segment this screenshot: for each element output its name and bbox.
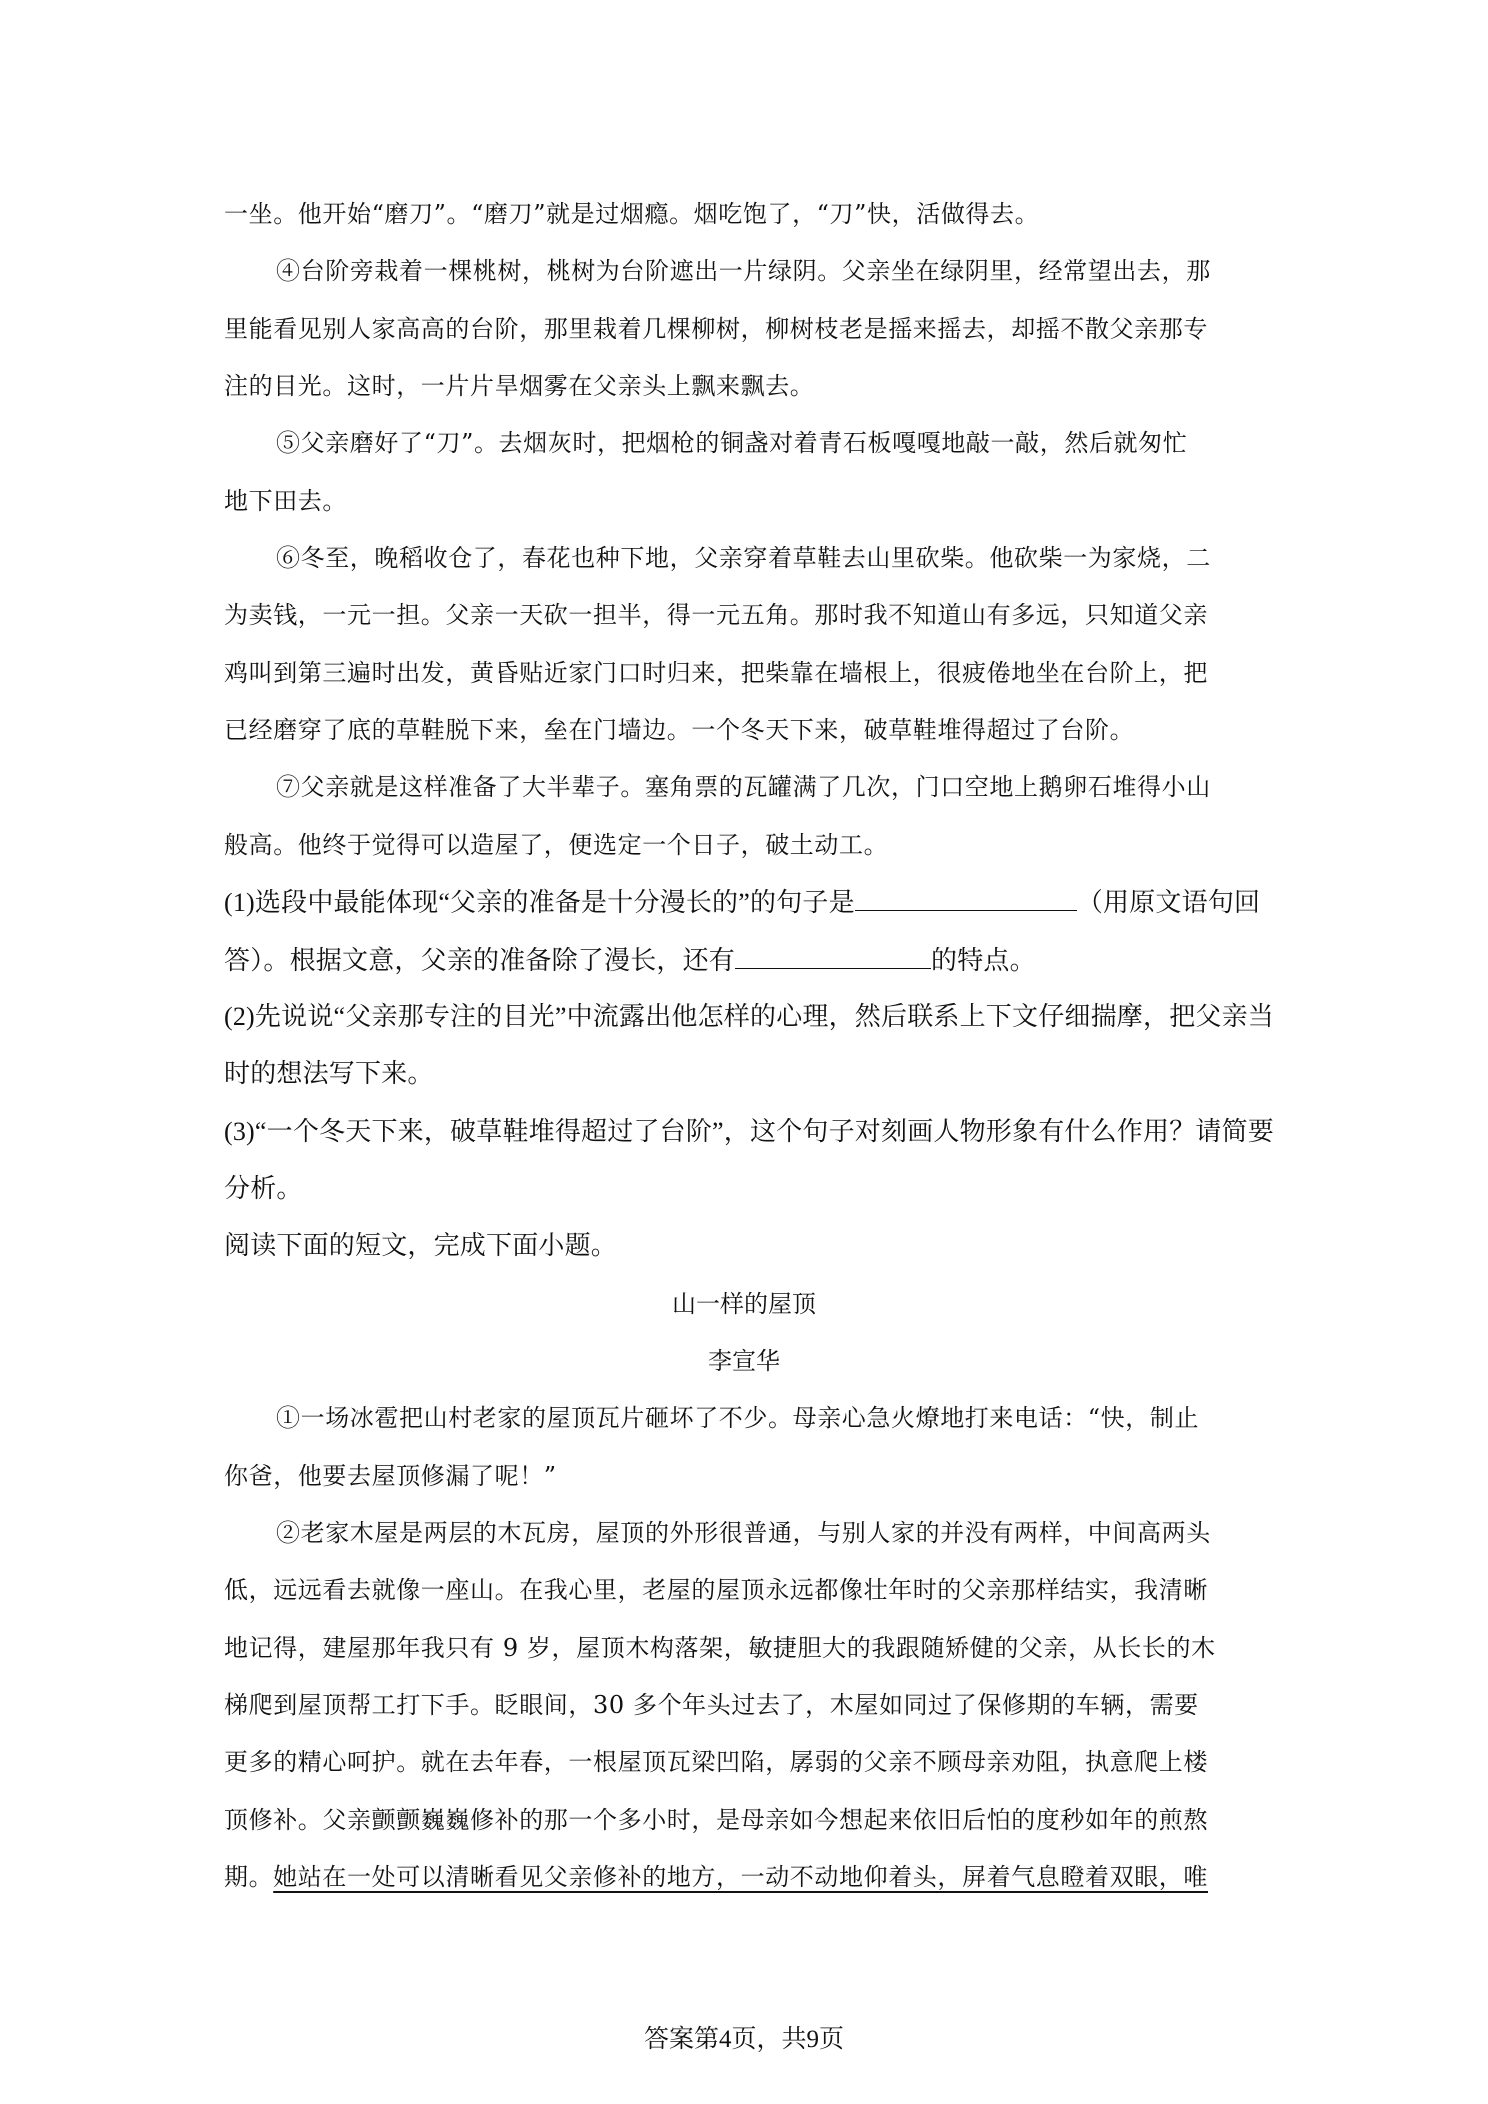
article-paragraph-1-line: 你爸，他要去屋顶修漏了呢！” xyxy=(224,1462,557,1490)
paragraph-6-line: ⑥冬至，晚稻收仓了，春花也种下地，父亲穿着草鞋去山里砍柴。他砍柴一为家烧，二 xyxy=(276,544,1211,572)
reading-instruction: 阅读下面的短文，完成下面小题。 xyxy=(224,1231,618,1260)
paragraph-7-line: ⑦父亲就是这样准备了大半辈子。塞角票的瓦罐满了几次，门口空地上鹅卵石堆得小山 xyxy=(276,773,1211,801)
paragraph-3-tail: 一坐。他开始“磨刀”。“磨刀”就是过烟瘾。烟吃饱了，“刀”快，活做得去。 xyxy=(224,200,1040,228)
question-3-line: (3)“一个冬天下来，破草鞋堆得超过了台阶”，这个句子对刻画人物形象有什么作用？请简要 xyxy=(224,1117,1274,1146)
underlined-sentence: 她站在一处可以清晰看见父亲修补的地方，一动不动地仰着头，屏着气息瞪着双眼，唯 xyxy=(273,1863,1208,1891)
paragraph-6-line: 为卖钱，一元一担。父亲一天砍一担半，得一元五角。那时我不知道山有多远，只知道父亲 xyxy=(224,601,1208,629)
question-3-line: 分析。 xyxy=(224,1174,303,1203)
question-1-text-end: 的特点。 xyxy=(931,946,1036,975)
answer-blank-2[interactable] xyxy=(735,944,931,969)
paragraph-4-line: 里能看见别人家高高的台阶，那里栽着几棵柳树，柳树枝老是摇来摇去，却摇不散父亲那专 xyxy=(224,315,1208,343)
question-1-text: 答）。根据文意，父亲的准备除了漫长，还有 xyxy=(224,946,736,975)
paragraph-4-line: 注的目光。这时，一片片旱烟雾在父亲头上飘来飘去。 xyxy=(224,372,815,400)
article-paragraph-2-line: 更多的精心呵护。就在去年春，一根屋顶瓦梁凹陷，孱弱的父亲不顾母亲劝阻，执意爬上楼 xyxy=(224,1748,1208,1776)
paragraph-4-line: ④台阶旁栽着一棵桃树，桃树为台阶遮出一片绿阴。父亲坐在绿阴里，经常望出去，那 xyxy=(276,257,1211,285)
paragraph-6-line: 已经磨穿了底的草鞋脱下来，垒在门墙边。一个冬天下来，破草鞋堆得超过了台阶。 xyxy=(224,716,1135,744)
question-1-line xyxy=(224,886,1264,919)
paragraph-7-line: 般高。他终于觉得可以造屋了，便选定一个日子，破土动工。 xyxy=(224,831,889,859)
article-paragraph-2-line: ②老家木屋是两层的木瓦房，屋顶的外形很普通，与别人家的并没有两样，中间高两头 xyxy=(276,1519,1211,1547)
question-1-line xyxy=(224,944,1264,977)
article-title: 山一样的屋顶 xyxy=(672,1290,816,1318)
paragraph-5-line: 地下田去。 xyxy=(224,487,347,515)
article-paragraph-2-line: 梯爬到屋顶帮工打下手。眨眼间，30 多个年头过去了，木屋如同过了保修期的车辆，需要 xyxy=(224,1691,1199,1719)
paragraph-5-line: ⑤父亲磨好了“刀”。去烟灰时，把烟枪的铜盏对着青石板嘎嘎地敲一敲，然后就匆忙 xyxy=(276,429,1188,457)
question-2-line: 时的想法写下来。 xyxy=(224,1059,434,1088)
question-1-text: (1)选段中最能体现“父亲的准备是十分漫长的”的句子是 xyxy=(224,888,855,917)
article-paragraph-2-line: 顶修补。父亲颤颤巍巍修补的那一个多小时，是母亲如今想起来依旧后怕的度秒如年的煎熬 xyxy=(224,1806,1208,1834)
question-2-line: (2)先说说“父亲那专注的目光”中流露出他怎样的心理，然后联系上下文仔细揣摩，把父亲当 xyxy=(224,1002,1274,1031)
article-paragraph-1-line: ①一场冰雹把山村老家的屋顶瓦片砸坏了不少。母亲心急火燎地打来电话：“快，制止 xyxy=(276,1404,1200,1432)
article-text: 期。 xyxy=(224,1863,274,1891)
page-footer: 答案第4页，共9页 xyxy=(643,2026,844,2053)
article-paragraph-2-line: 低，远远看去就像一座山。在我心里，老屋的屋顶永远都像壮年时的父亲那样结实，我清晰 xyxy=(224,1576,1208,1604)
article-paragraph-2-line xyxy=(224,1861,1264,1893)
article-paragraph-2-line: 地记得，建屋那年我只有 9 岁，屋顶木构落架，敏捷胆大的我跟随矫健的父亲，从长长的木 xyxy=(224,1634,1216,1662)
question-1-text-cont: （用原文语句回 xyxy=(1076,888,1261,917)
article-author: 李宣华 xyxy=(708,1347,780,1375)
answer-blank-1[interactable] xyxy=(855,886,1077,911)
paragraph-6-line: 鸡叫到第三遍时出发，黄昏贴近家门口时归来，把柴靠在墙根上，很疲倦地坐在台阶上，把 xyxy=(224,659,1208,687)
